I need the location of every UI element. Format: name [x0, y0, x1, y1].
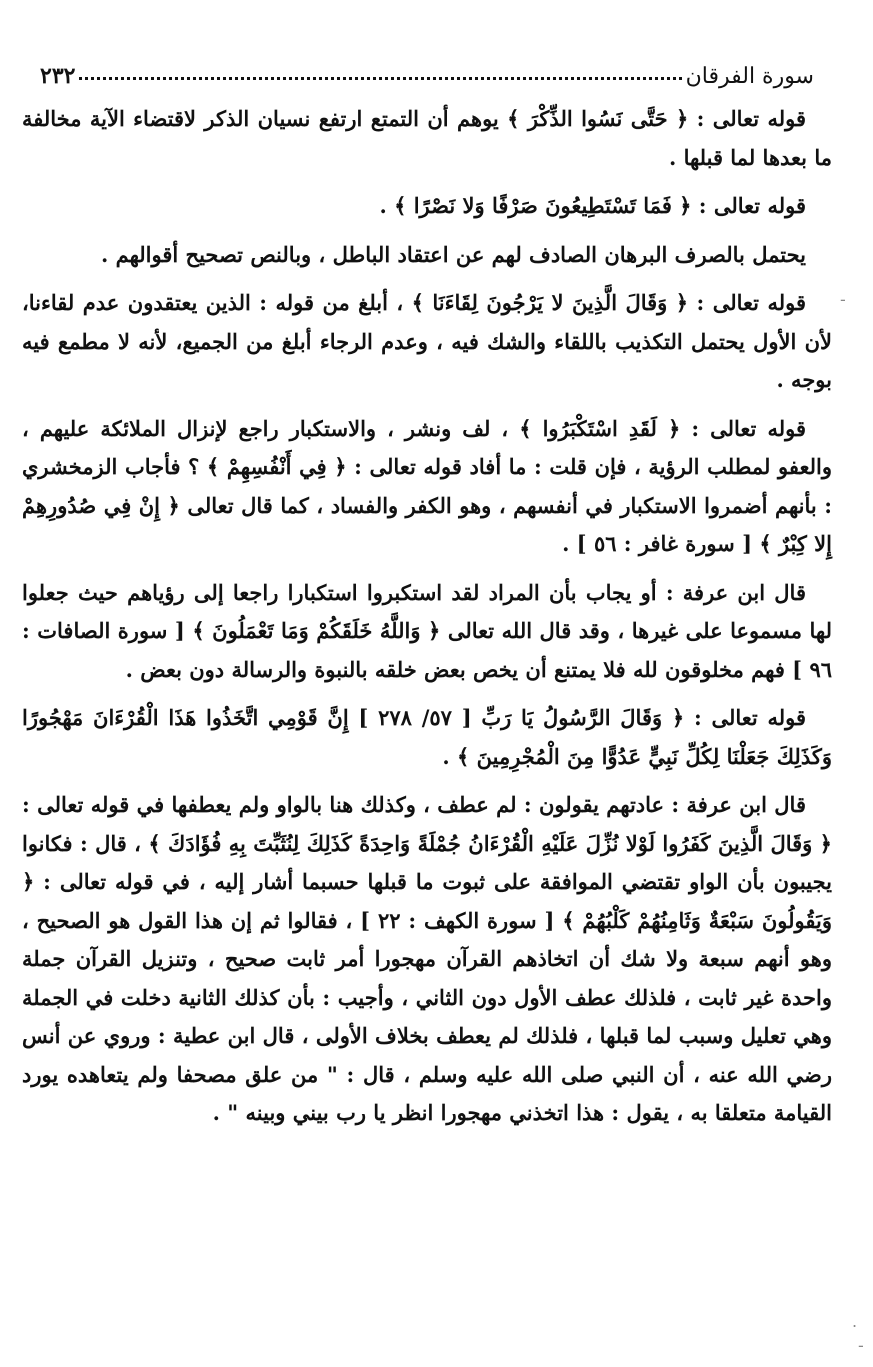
paragraph: قوله تعالى : ﴿ وَقَالَ الَّذِينَ لا يَرْجُونَ لِقَاءَنَا ﴾ ، أبلغ من قوله : الذين يعتقدون عدم لقاءنا، لأن الأول يحتمل التكذيب باللقاء والشك فيه ، وعدم الرجاء أبلغ من الجميع، لأنه لا مطمع فيه بوجه . [22, 290, 832, 392]
paragraph: قوله تعالى : ﴿ فَمَا تَسْتَطِيعُونَ صَرْفًا وَلا نَصْرًا ﴾ . [379, 193, 806, 218]
header-dotted-rule [79, 77, 681, 80]
scan-margin-mark: - [858, 1336, 864, 1355]
running-header [22, 58, 832, 94]
body-text [22, 100, 832, 1133]
paragraph: قوله تعالى : ﴿ حَتَّى نَسُوا الذِّكْرَ ﴾ يوهم أن التمتع ارتفع نسيان الذكر لاقتضاء الآية مخالفة ما بعدها لما قبلها . [22, 106, 832, 170]
paragraph: قال ابن عرفة : أو يجاب بأن المراد لقد استكبروا استكبارا راجعا إلى رؤياهم حيث جعلوا لها مسموعا على غيرها ، وقد قال الله تعالى ﴿ وَاللَّهُ خَلَقَكُمْ وَمَا تَعْمَلُونَ ﴾ [ سورة الصافات : ٩٦ ] فهم مخلوقون لله فلا يمتنع أن يخص بعض خلقه بالنبوة والرسالة دون بعض . [22, 579, 832, 682]
page-number: ٢٣٢ [40, 63, 76, 89]
paragraph: قال ابن عرفة : عادتهم يقولون : لم عطف ، وكذلك هنا بالواو ولم يعطفها في قوله تعالى : ﴿ وَقَالَ الَّذِينَ كَفَرُوا لَوْلا نُزِّلَ عَلَيْهِ الْقُرْءَانُ جُمْلَةً وَاحِدَةً كَذَلِكَ لِنُثَبِّتَ بِهِ فُؤَادَكَ ﴾ ، قال : فكانوا يجيبون بأن الواو تقتضي الموافقة على ثبوت ما قبلها حسبما أشار إليه ، في قوله تعالى : ﴿ وَيَقُولُونَ سَبْعَةٌ وَثَامِنُهُمْ كَلْبُهُمْ ﴾ [ سورة الكهف : ٢٢ ] ، فقالوا ثم إن هذا القول هو الصحيح ، وهو أنهم سبعة ولا شك أن اتخاذهم القرآن مهجورا أمر ثابت صحيح ، وتنزيل القرآن جملة واحدة غير ثابت ، فلذلك عطف الأول دون الثاني ، وأجيب : بأن كذلك الثانية دخلت في الجملة وهي تعليل وسبب لما قبلها ، فلذلك لم يعطف بخلاف الأولى ، قال ابن عطية : وروي عن أنس رضي الله عنه ، أن النبي صلى الله عليه وسلم ، قال : " من علق مصحفا ولم يتعاهده يورد القيامة متعلقا به ، يقول : هذا اتخذني مهجورا انظر يا رب بيني وبينه " . [22, 792, 832, 1125]
scan-margin-mark: . [852, 1312, 858, 1331]
scan-margin-mark: - [840, 290, 846, 309]
surah-name: سورة الفرقان [685, 63, 814, 89]
paragraph: قوله تعالى : ﴿ وَقَالَ الرَّسُولُ يَا رَبِّ [ ٥٧/ ٢٧٨ ] إِنَّ قَوْمِي اتَّخَذُوا هَذَا الْقُرْءَانَ مَهْجُورًا وَكَذَلِكَ جَعَلْنَا لِكُلِّ نَبِيٍّ عَدُوًّا مِنَ الْمُجْرِمِينَ ﴾ . [22, 705, 832, 769]
document-page [22, 58, 832, 1143]
paragraph: يحتمل بالصرف البرهان الصادف لهم عن اعتقاد الباطل ، وبالنص تصحيح أقوالهم . [100, 241, 806, 267]
paragraph: قوله تعالى : ﴿ لَقَدِ اسْتَكْبَرُوا ﴾ ، لف ونشر ، والاستكبار راجع لإنزال الملائكة عليهم ، والعفو لمطلب الرؤية ، فإن قلت : ما أفاد قوله تعالى : ﴿ فِي أَنْفُسِهِمْ ﴾ ؟ فأجاب الزمخشري : بأنهم أضمروا الاستكبار في أنفسهم ، وهو الكفر والفساد ، كما قال تعالى ﴿ إِنْ فِي صُدُورِهِمْ إِلا كِبْرٌ ﴾ [ سورة غافر : ٥٦ ] . [22, 415, 832, 556]
